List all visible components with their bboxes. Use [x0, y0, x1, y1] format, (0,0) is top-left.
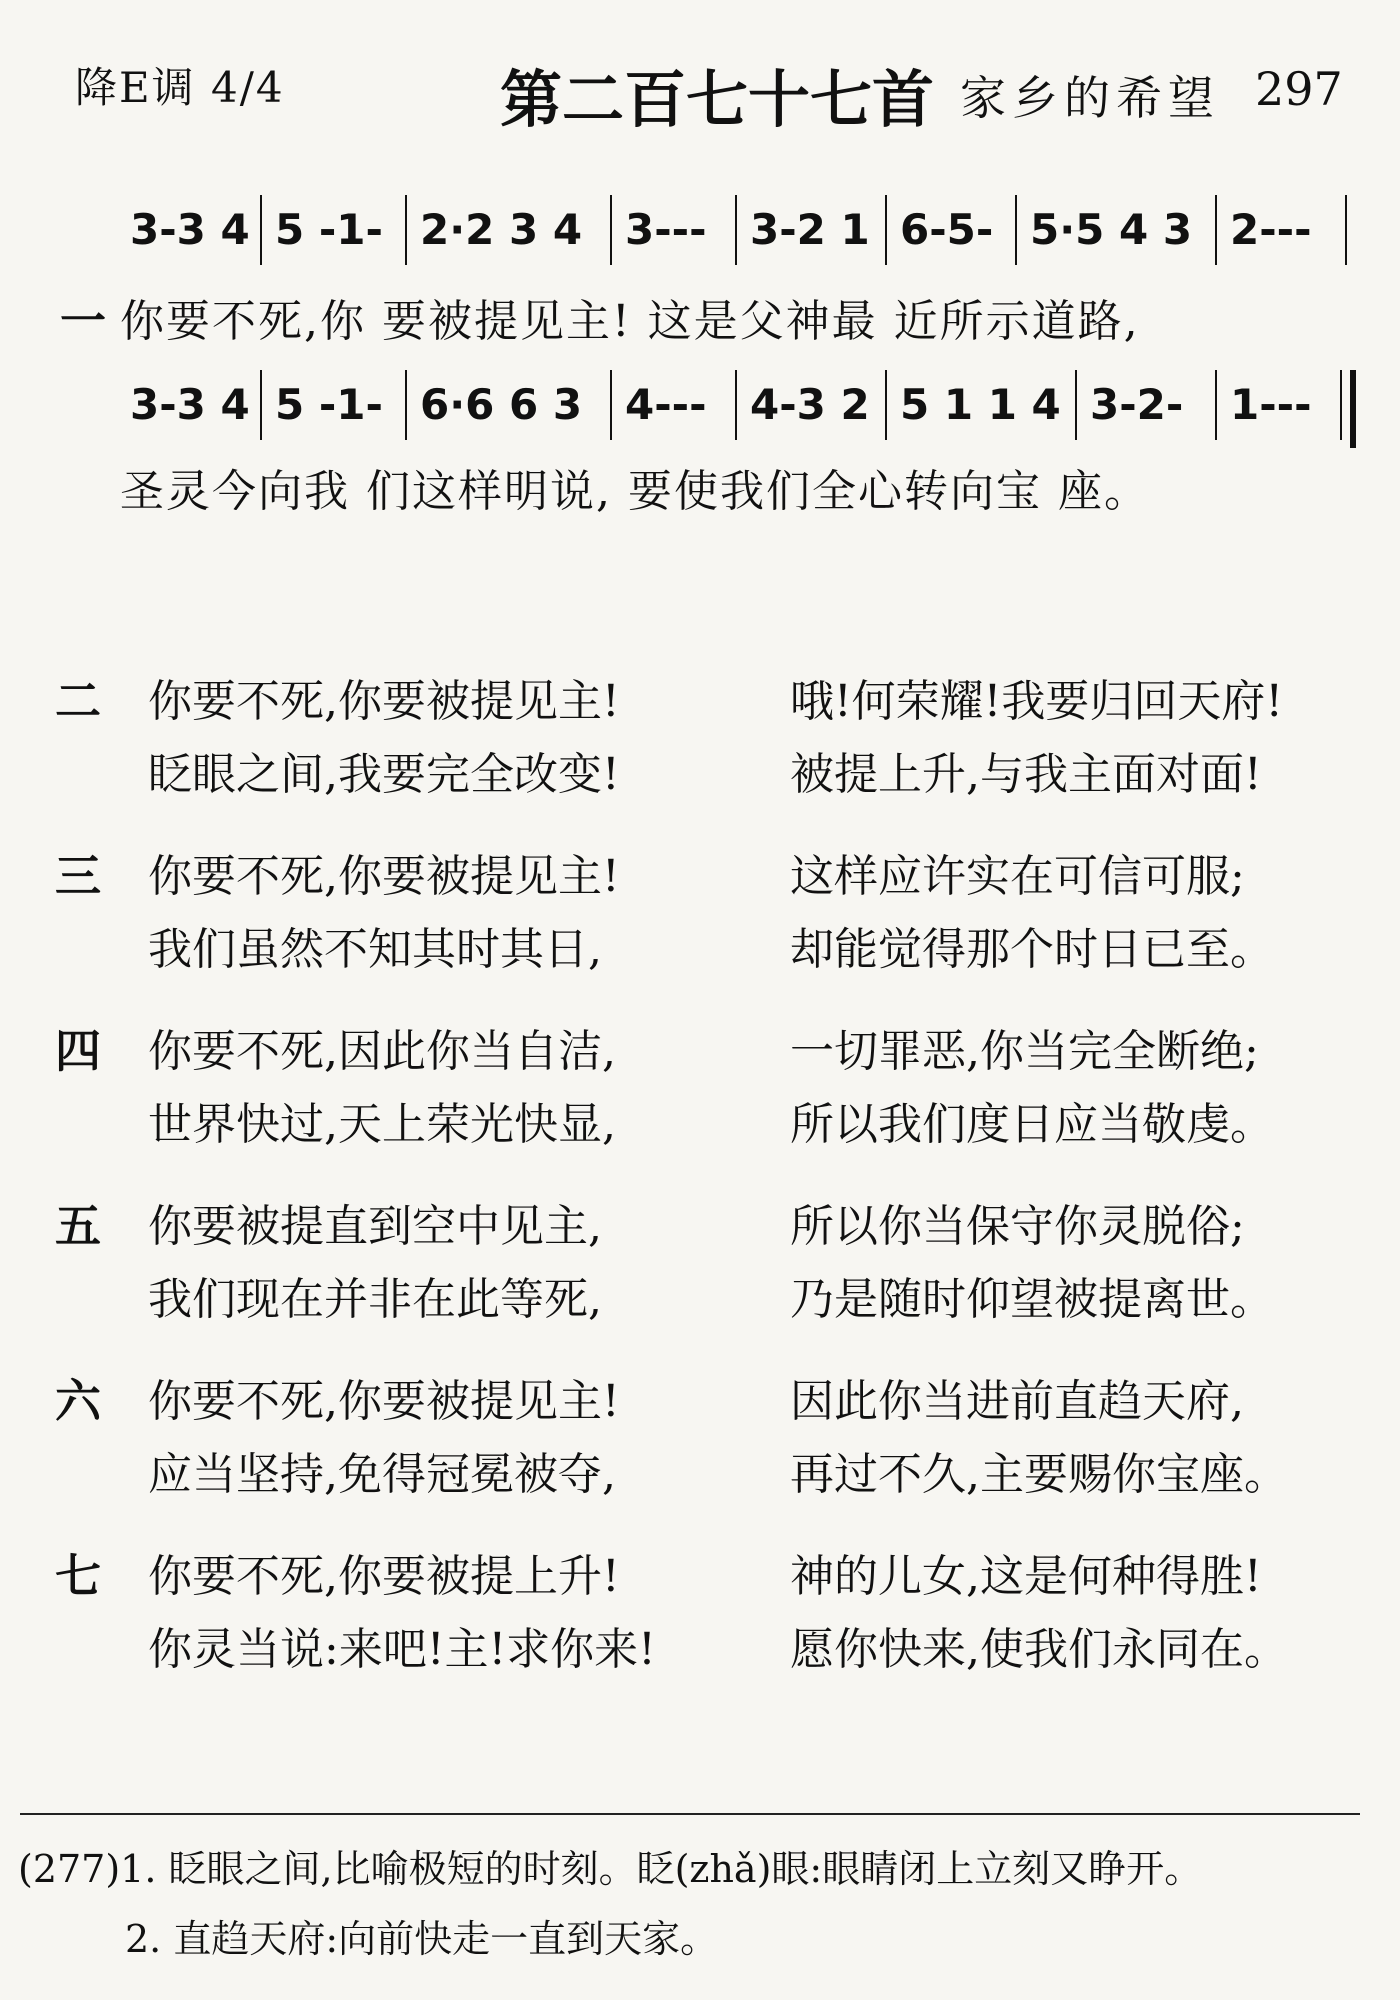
score-line-1 — [120, 200, 1360, 260]
barline — [610, 195, 612, 265]
barline — [260, 370, 262, 440]
barline — [735, 195, 737, 265]
verse-line: 所以你当保守你灵脱俗; — [790, 1201, 1245, 1252]
score-line-2 — [120, 375, 1360, 435]
verse-line: 你要不死,因此你当自洁, — [148, 1026, 616, 1077]
verse-number: 三 — [55, 849, 101, 903]
hymn-number-title: 第二百七十七首 — [500, 63, 935, 136]
barline — [1340, 370, 1342, 440]
verse-number: 七 — [55, 1549, 101, 1603]
measure: 2--- — [1230, 205, 1312, 254]
barline — [405, 195, 407, 265]
verse-line: 这样应许实在可信可服; — [790, 851, 1245, 902]
page-number: 297 — [1255, 62, 1343, 116]
measure: 3--- — [625, 205, 707, 254]
verse-line: 眨眼之间,我要完全改变! — [148, 749, 620, 800]
barline — [1015, 195, 1017, 265]
lyric-line-2: 圣灵今向我 们这样明说, 要使我们全心转向宝 座。 — [120, 466, 1150, 517]
verse-line: 因此你当进前直趋天府, — [790, 1376, 1244, 1427]
verse-line: 你要不死,你要被提见主! — [148, 851, 620, 902]
barline — [735, 370, 737, 440]
measure: 4-3 2 — [750, 380, 870, 429]
measure: 1--- — [1230, 380, 1312, 429]
verse-line: 你要不死,你要被提上升! — [148, 1551, 620, 1602]
verse-line: 你灵当说:来吧!主!求你来! — [148, 1624, 656, 1675]
verse-line: 你要不死,你要被提见主! — [148, 676, 620, 727]
verse-line: 却能觉得那个时日已至。 — [790, 924, 1274, 975]
verse-line: 一切罪恶,你当完全断绝; — [790, 1026, 1259, 1077]
verse-line: 愿你快来,使我们永同在。 — [790, 1624, 1288, 1675]
measure: 2·2 3 4 — [420, 205, 583, 254]
measure: 5 1 1 4 — [900, 380, 1061, 429]
footnote-1: (277)1. 眨眼之间,比喻极短的时刻。眨(zhǎ)眼:眼睛闭上立刻又睁开。 — [18, 1847, 1203, 1891]
verse-line: 你要被提直到空中见主, — [148, 1201, 602, 1252]
barline — [1215, 370, 1217, 440]
measure: 3-2- — [1090, 380, 1184, 429]
verse-number: 五 — [55, 1199, 101, 1253]
key-signature: 降E调 4/4 — [75, 63, 285, 112]
verse-line: 被提上升,与我主面对面! — [790, 749, 1262, 800]
measure: 4--- — [625, 380, 707, 429]
barline — [885, 370, 887, 440]
footnote-2: 2. 直趋天府:向前快走一直到天家。 — [125, 1917, 719, 1961]
barline — [260, 195, 262, 265]
measure: 5 -1- — [275, 380, 383, 429]
measure: 5·5 4 3 — [1030, 205, 1193, 254]
measure: 3-2 1 — [750, 205, 870, 254]
barline — [885, 195, 887, 265]
verse-line: 再过不久,主要赐你宝座。 — [790, 1449, 1288, 1500]
barline — [1075, 370, 1077, 440]
barline — [1215, 195, 1217, 265]
footnote-divider — [20, 1813, 1360, 1815]
verse-line: 乃是随时仰望被提离世。 — [790, 1274, 1274, 1325]
lyric-line-1: 你要不死,你 要被提见主! 这是父神最 近所示道路, — [120, 296, 1140, 347]
verse-line: 你要不死,你要被提见主! — [148, 1376, 620, 1427]
verse-number: 六 — [55, 1374, 101, 1428]
verse-line: 哦!何荣耀!我要归回天府! — [790, 676, 1284, 727]
verse-line: 应当坚持,免得冠冕被夺, — [148, 1449, 616, 1500]
final-barline — [1350, 370, 1356, 448]
verse-number: 四 — [55, 1024, 101, 1078]
verse-number-1: 一 — [60, 294, 106, 348]
barline — [1345, 195, 1347, 265]
measure: 3-3 4 — [130, 380, 250, 429]
barline — [610, 370, 612, 440]
verse-line: 世界快过,天上荣光快显, — [148, 1099, 616, 1150]
measure: 5 -1- — [275, 205, 383, 254]
verse-line: 我们现在并非在此等死, — [148, 1274, 602, 1325]
measure: 6-5- — [900, 205, 994, 254]
hymn-title: 家乡的希望 — [960, 71, 1220, 125]
measure: 6·6 6 3 — [420, 380, 583, 429]
verse-number: 二 — [55, 674, 101, 728]
verse-line: 所以我们度日应当敬虔。 — [790, 1099, 1274, 1150]
barline — [405, 370, 407, 440]
measure: 3-3 4 — [130, 205, 250, 254]
verse-line: 我们虽然不知其时其日, — [148, 924, 602, 975]
verse-line: 神的儿女,这是何种得胜! — [790, 1551, 1262, 1602]
